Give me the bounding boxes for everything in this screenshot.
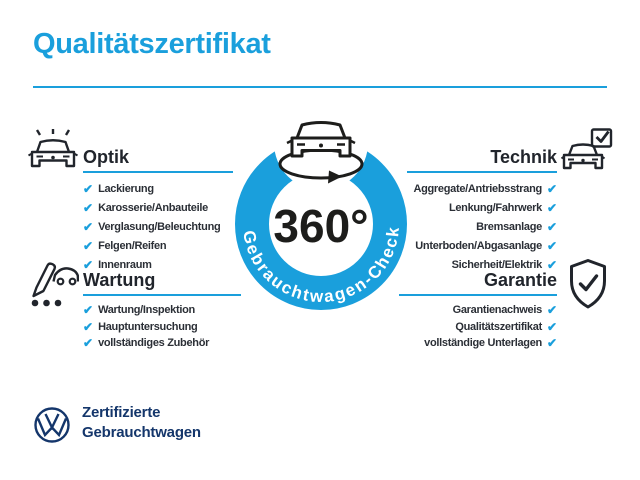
- list-item: [424, 302, 557, 319]
- list-item: [413, 217, 557, 236]
- check-icon: ✔: [83, 238, 94, 253]
- list-item-label: Wartung/Inspektion: [98, 304, 195, 317]
- list-item-label: Sicherheit/Elektrik: [451, 258, 542, 271]
- list-item: [83, 319, 209, 336]
- list-item-label: Verglasung/Beleuchtung: [98, 220, 221, 233]
- list-item-label: vollständiges Zubehör: [98, 337, 210, 350]
- pencil-car-checklist-icon: [27, 256, 79, 310]
- check-icon: ✔: [546, 238, 557, 253]
- garantie-list: [424, 302, 557, 352]
- garantie-underline: [399, 294, 557, 296]
- list-item-label: Bremsanlage: [476, 220, 542, 233]
- optik-list: [83, 179, 220, 274]
- list-item: [83, 302, 209, 319]
- rotating-car-icon: [280, 123, 362, 184]
- sparkling-car-icon: [27, 128, 79, 178]
- ring-gap: [274, 96, 368, 190]
- list-item: [424, 335, 557, 352]
- section-header-wartung: Wartung: [83, 270, 156, 290]
- technik-underline: [407, 171, 557, 173]
- title-divider: [33, 86, 607, 88]
- check-icon: ✔: [83, 181, 94, 196]
- car-checkbox-icon: [561, 128, 613, 178]
- list-item: [413, 198, 557, 217]
- check-icon: ✔: [83, 200, 94, 215]
- list-item-label: Qualitätszertifikat: [455, 320, 542, 333]
- check-icon: ✔: [83, 257, 94, 272]
- section-header-technik: Technik: [490, 147, 557, 167]
- page-title: Qualitätszertifikat: [33, 28, 271, 60]
- vw-logo: [34, 407, 70, 443]
- list-item-label: Innenraum: [98, 258, 152, 271]
- list-item: [83, 335, 209, 352]
- check-icon: ✔: [83, 336, 94, 351]
- technik-list: [413, 179, 557, 274]
- list-item: [83, 198, 220, 217]
- list-item-label: Lackierung: [98, 182, 154, 195]
- ring-label: Gebrauchtwagen-Check: [239, 224, 404, 307]
- list-item: [83, 236, 220, 255]
- list-item: [424, 319, 557, 336]
- optik-underline: [83, 171, 233, 173]
- check-icon: ✔: [546, 303, 557, 318]
- check-icon: ✔: [546, 336, 557, 351]
- check-icon: ✔: [546, 319, 557, 334]
- list-item-label: vollständige Unterlagen: [424, 337, 542, 350]
- list-item-label: Hauptuntersuchung: [98, 320, 198, 333]
- list-item-label: Unterboden/Abgasanlage: [415, 239, 542, 252]
- list-item-label: Aggregate/Antriebsstrang: [413, 182, 542, 195]
- check-icon: ✔: [83, 303, 94, 318]
- wartung-underline: [83, 294, 241, 296]
- brand-line-1: Zertifizierte: [82, 404, 161, 421]
- brand-text: [82, 403, 201, 443]
- check-icon: ✔: [546, 200, 557, 215]
- list-item: [83, 217, 220, 236]
- section-header-garantie: Garantie: [483, 270, 557, 290]
- wartung-list: [83, 302, 209, 352]
- check-icon: ✔: [546, 257, 557, 272]
- brand-line-2: Gebrauchtwagen: [82, 424, 201, 441]
- list-item-label: Karosserie/Anbauteile: [98, 201, 208, 214]
- check-icon: ✔: [546, 219, 557, 234]
- section-header-optik: Optik: [83, 147, 130, 167]
- shield-check-icon: [567, 258, 609, 310]
- check-icon: ✔: [83, 219, 94, 234]
- list-item-label: Lenkung/Fahrwerk: [448, 201, 542, 214]
- list-item-label: Garantienachweis: [452, 304, 542, 317]
- list-item: [413, 236, 557, 255]
- check-icon: ✔: [546, 181, 557, 196]
- list-item: [413, 179, 557, 198]
- degree-label: 360°: [273, 200, 369, 252]
- list-item-label: Felgen/Reifen: [98, 239, 167, 252]
- list-item: [83, 179, 220, 198]
- check-icon: ✔: [83, 319, 94, 334]
- check-ring: [252, 155, 390, 293]
